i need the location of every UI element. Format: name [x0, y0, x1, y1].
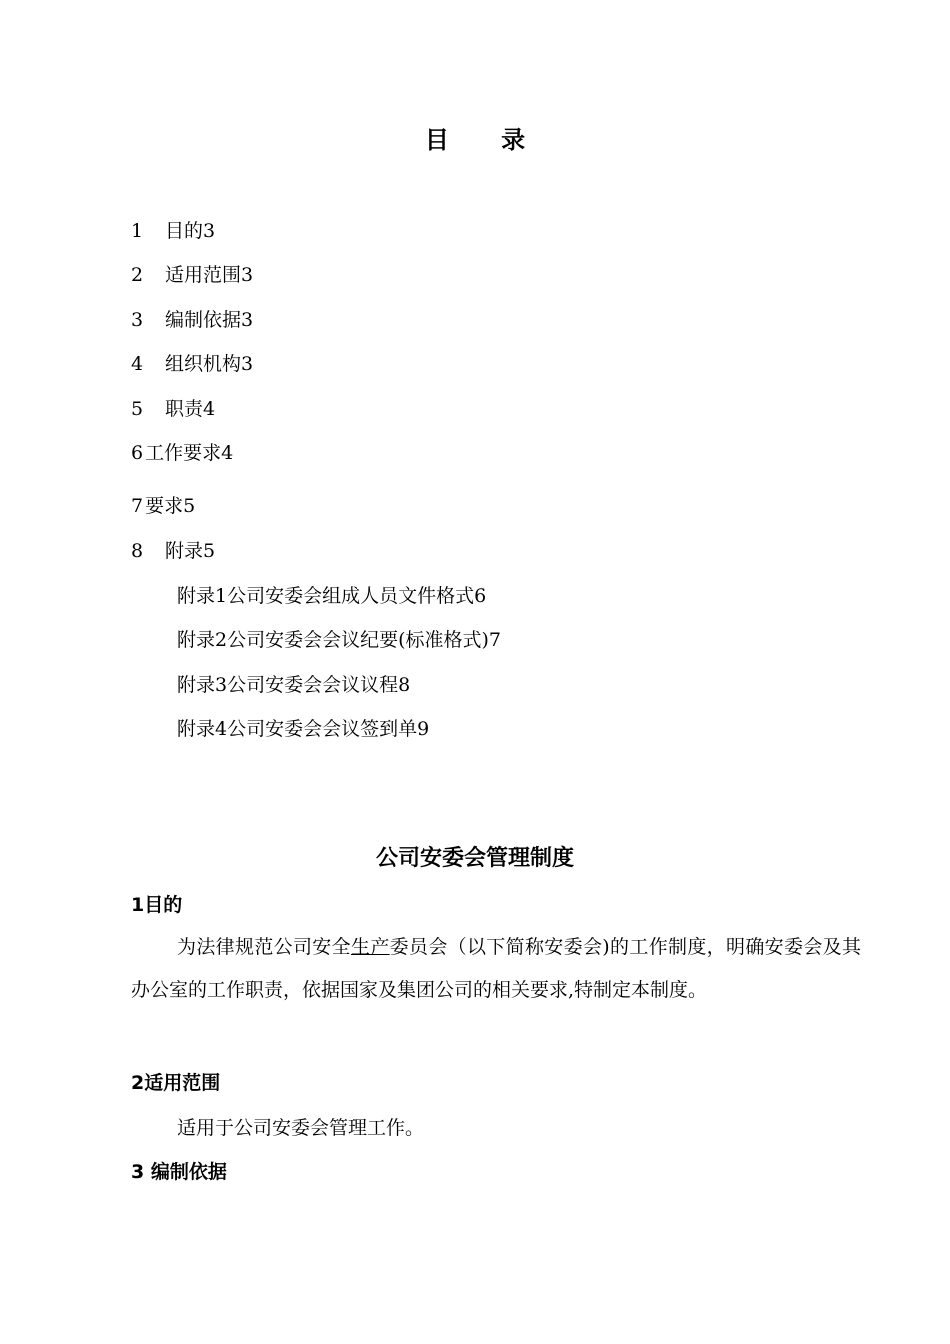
purpose-paragraph: [131, 926, 861, 1012]
toc-item-label: 编制依据3: [165, 309, 254, 331]
toc-item-label: 职责4: [165, 398, 216, 420]
toc-item-label: 附录5: [165, 540, 216, 562]
toc-item-number: 1: [131, 220, 144, 242]
toc-item[interactable]: [131, 537, 215, 565]
toc-item-number: 5: [131, 398, 144, 420]
toc-title: 目 录: [424, 126, 548, 154]
toc-item-number: 7: [131, 495, 144, 517]
section-heading-scope: 2适用范围: [131, 1072, 221, 1094]
toc-item[interactable]: [131, 395, 215, 423]
toc-item-number: 4: [131, 353, 144, 375]
toc-item[interactable]: [131, 306, 253, 334]
section-heading-purpose: 1目的: [131, 894, 183, 916]
toc-appendix-item[interactable]: 附录4公司安委会会议签到单9: [177, 718, 430, 740]
toc-item-label: 要求5: [145, 495, 196, 517]
toc-item[interactable]: [131, 439, 233, 467]
toc-item-label: 目的3: [165, 220, 216, 242]
toc-item-number: 2: [131, 264, 144, 286]
toc-appendix-item[interactable]: 附录3公司安委会会议议程8: [177, 674, 411, 696]
purpose-text-start: 为法律规范公司安全: [177, 936, 351, 958]
toc-item-label: 工作要求4: [145, 442, 234, 464]
toc-appendix-item[interactable]: 附录2公司安委会会议纪要(标准格式)7: [177, 629, 502, 651]
toc-item[interactable]: [131, 217, 215, 245]
purpose-text-underlined: 生产: [350, 936, 390, 958]
toc-item-label: 适用范围3: [165, 264, 254, 286]
scope-paragraph: 适用于公司安委会管理工作。: [177, 1117, 425, 1139]
toc-appendix-item[interactable]: 附录1公司安委会组成人员文件格式6: [177, 585, 487, 607]
toc-item-number: 8: [131, 540, 144, 562]
purpose-text-rest: 委员会（以下简称安委会)的工作制度，明确安委会及其办公室的工作职责，依据国家及集团公司的相关要求,特制定本制度。: [131, 936, 861, 1001]
toc-item-number: 3: [131, 309, 144, 331]
section-heading-basis: 3 编制依据: [131, 1161, 227, 1183]
toc-item[interactable]: [131, 350, 253, 378]
toc-item-number: 6: [131, 442, 144, 464]
document-title: 公司安委会管理制度: [375, 846, 574, 871]
toc-item-label: 组织机构3: [165, 353, 254, 375]
toc-item[interactable]: [131, 261, 253, 289]
toc-item[interactable]: [131, 492, 195, 520]
